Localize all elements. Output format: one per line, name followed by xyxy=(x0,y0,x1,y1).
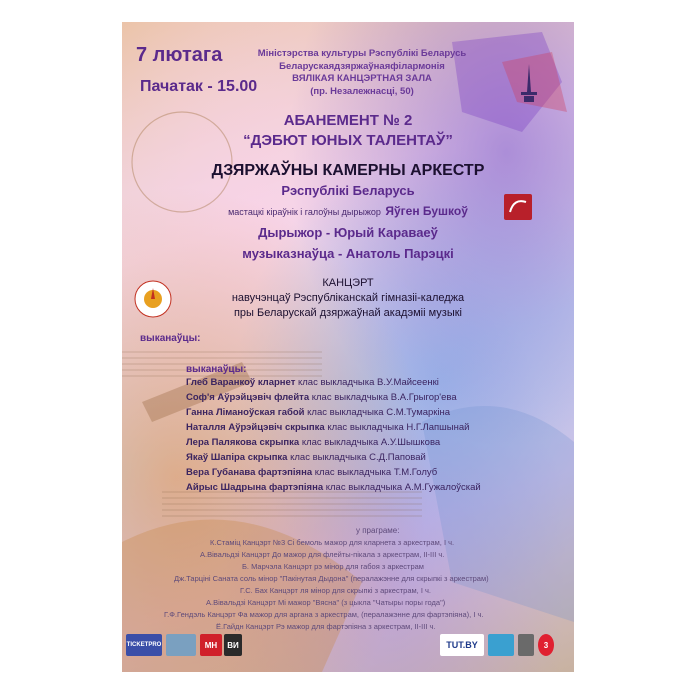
performer-name: Лера Палякова xyxy=(186,437,257,448)
concert-line-1: навучэнцаў Рэспубліканскай гімназіі-каледжа xyxy=(231,292,465,304)
performer-row xyxy=(186,482,481,493)
performer-instrument: скрыпка xyxy=(247,452,288,463)
performer-row xyxy=(186,437,440,448)
concert-poster xyxy=(122,22,574,672)
performer-instrument: скрыпка xyxy=(259,437,300,448)
tutby-logo: TUT.BY xyxy=(440,634,484,656)
program-row: Ё.Гайдн Канцэрт Рэ мажор для фартэпіяна з аркестрам, II-III ч. xyxy=(216,622,436,631)
organizer-line: Беларускаядзяржаўнаяфілармонія xyxy=(279,60,445,72)
mn-logo: MH xyxy=(200,634,222,656)
performer-teacher: клас выкладчыка В.У.Майсеенкі xyxy=(298,377,439,388)
performer-row xyxy=(186,377,439,388)
performer-instrument: кларнет xyxy=(257,377,296,388)
channel-3-logo: 3 xyxy=(538,634,554,656)
series-title: “ДЭБЮТ ЮНЫХ ТАЛЕНТАЎ” xyxy=(243,132,453,149)
orchestra-country: Рэспублікі Беларусь xyxy=(281,183,415,198)
performer-row xyxy=(186,392,457,403)
performer-instrument: габой xyxy=(277,407,305,418)
performer-name: Якаў Шапіра xyxy=(186,452,246,463)
subscription-title: АБАНЕМЕНТ № 2 xyxy=(283,112,413,129)
performer-instrument: фартэпіяна xyxy=(258,467,313,478)
performer-name: Соф'я Аўрэйцэвіч xyxy=(186,392,272,403)
ticketpro-logo: TICKETPRO xyxy=(126,634,162,656)
sponsor-logo xyxy=(488,634,514,656)
performer-teacher: клас выкладчыка Т.М.Голуб xyxy=(314,467,438,478)
organizer-block xyxy=(252,48,472,98)
performer-teacher: клас выкладчыка Н.Г.Лапшынай xyxy=(327,422,470,433)
program-heading: у праграме: xyxy=(356,526,400,535)
performer-row xyxy=(186,467,437,478)
concert-line-2: пры Беларускай дзяржаўнай акадэміі музыкі xyxy=(233,307,463,319)
performer-teacher: клас выкладчыка В.А.Грыгор'ева xyxy=(311,392,457,403)
organizer-line: ВЯЛІКАЯ КАНЦЭРТНАЯ ЗАЛА xyxy=(292,73,432,84)
performers-subheading: выканаўцы: xyxy=(186,364,247,375)
performers-heading: выканаўцы: xyxy=(140,333,201,344)
performer-name: Айрыс Шадрына xyxy=(186,482,267,493)
sponsor-logo xyxy=(518,634,534,656)
performer-instrument: фартэпіяна xyxy=(268,482,324,493)
orchestra-logo xyxy=(504,194,532,220)
orchestra-name: ДЗЯРЖАЎНЫ КАМЕРНЫ АРКЕСТР xyxy=(211,162,485,179)
performer-instrument: флейта xyxy=(274,392,310,403)
concert-date: 7 лютага xyxy=(136,44,223,66)
sponsor-logo xyxy=(166,634,196,656)
performer-instrument: скрыпка xyxy=(284,422,325,433)
philharmonic-logo xyxy=(517,62,541,104)
director-label: мастацкі кіраўнік і галоўны дырыжор xyxy=(228,207,381,217)
performer-name: Глеб Варанкоў xyxy=(186,377,256,388)
performer-teacher: клас выкладчыка А.У.Шышкова xyxy=(301,437,441,448)
performer-teacher: клас выкладчыка С.М.Тумаркіна xyxy=(307,407,451,418)
concert-label: КАНЦЭРТ xyxy=(322,277,374,289)
start-time: Пачатак - 15.00 xyxy=(140,78,258,95)
program-row: К.Стаміц Канцэрт №3 Сі бемоль мажор для кларнета з аркестрам, I ч. xyxy=(210,538,455,547)
performer-row xyxy=(186,452,426,463)
organizer-line: (пр. Незалежнасці, 50) xyxy=(310,85,414,97)
performer-row xyxy=(186,422,469,433)
bv-logo: BИ xyxy=(224,634,242,656)
program-row: Г.С. Бах Канцэрт ля мінор для скрыпкі з аркестрам, I ч. xyxy=(240,586,431,595)
performer-name: Наталля Аўрэйцэвіч xyxy=(186,422,283,433)
program-row: Б. Марчэла Канцэрт рэ мінор для габоя з аркестрам xyxy=(242,562,424,571)
program-row: Дж.Тарціні Саната соль мінор "Пакінутая Дыдона" (пералажэнне для скрыпкі з аркестрам) xyxy=(174,574,489,583)
director-name: Яўген Бушкоў xyxy=(385,204,468,218)
conductor: Дырыжор - Юрый Караваеў xyxy=(258,225,438,240)
performer-teacher: клас выкладчыка С.Д.Паповай xyxy=(290,452,426,463)
performer-name: Вера Губанава xyxy=(186,467,256,478)
musicologist: музыказнаўца - Анатоль Парэцкі xyxy=(242,246,454,261)
program-row: Г.Ф.Гендэль Канцэрт Фа мажор для аргана з аркестрам, (пералажэнне для фартэпіяна), I ч. xyxy=(164,610,484,619)
organizer-line: Міністэрства культуры Рэспублікі Беларусь xyxy=(257,48,467,59)
performer-teacher: клас выкладчыка А.М.Гужалоўскай xyxy=(325,482,481,493)
program-row: А.Вівальдзі Канцэрт Мі мажор "Вясна" (з цыкла "Чатыры поры года") xyxy=(206,598,446,607)
performer-name: Ганна Ліманоўская xyxy=(186,407,276,418)
program-row: А.Вівальдзі Канцэрт До мажор для флейты-пікала з аркестрам, II-III ч. xyxy=(200,550,445,559)
performer-row xyxy=(186,407,450,418)
